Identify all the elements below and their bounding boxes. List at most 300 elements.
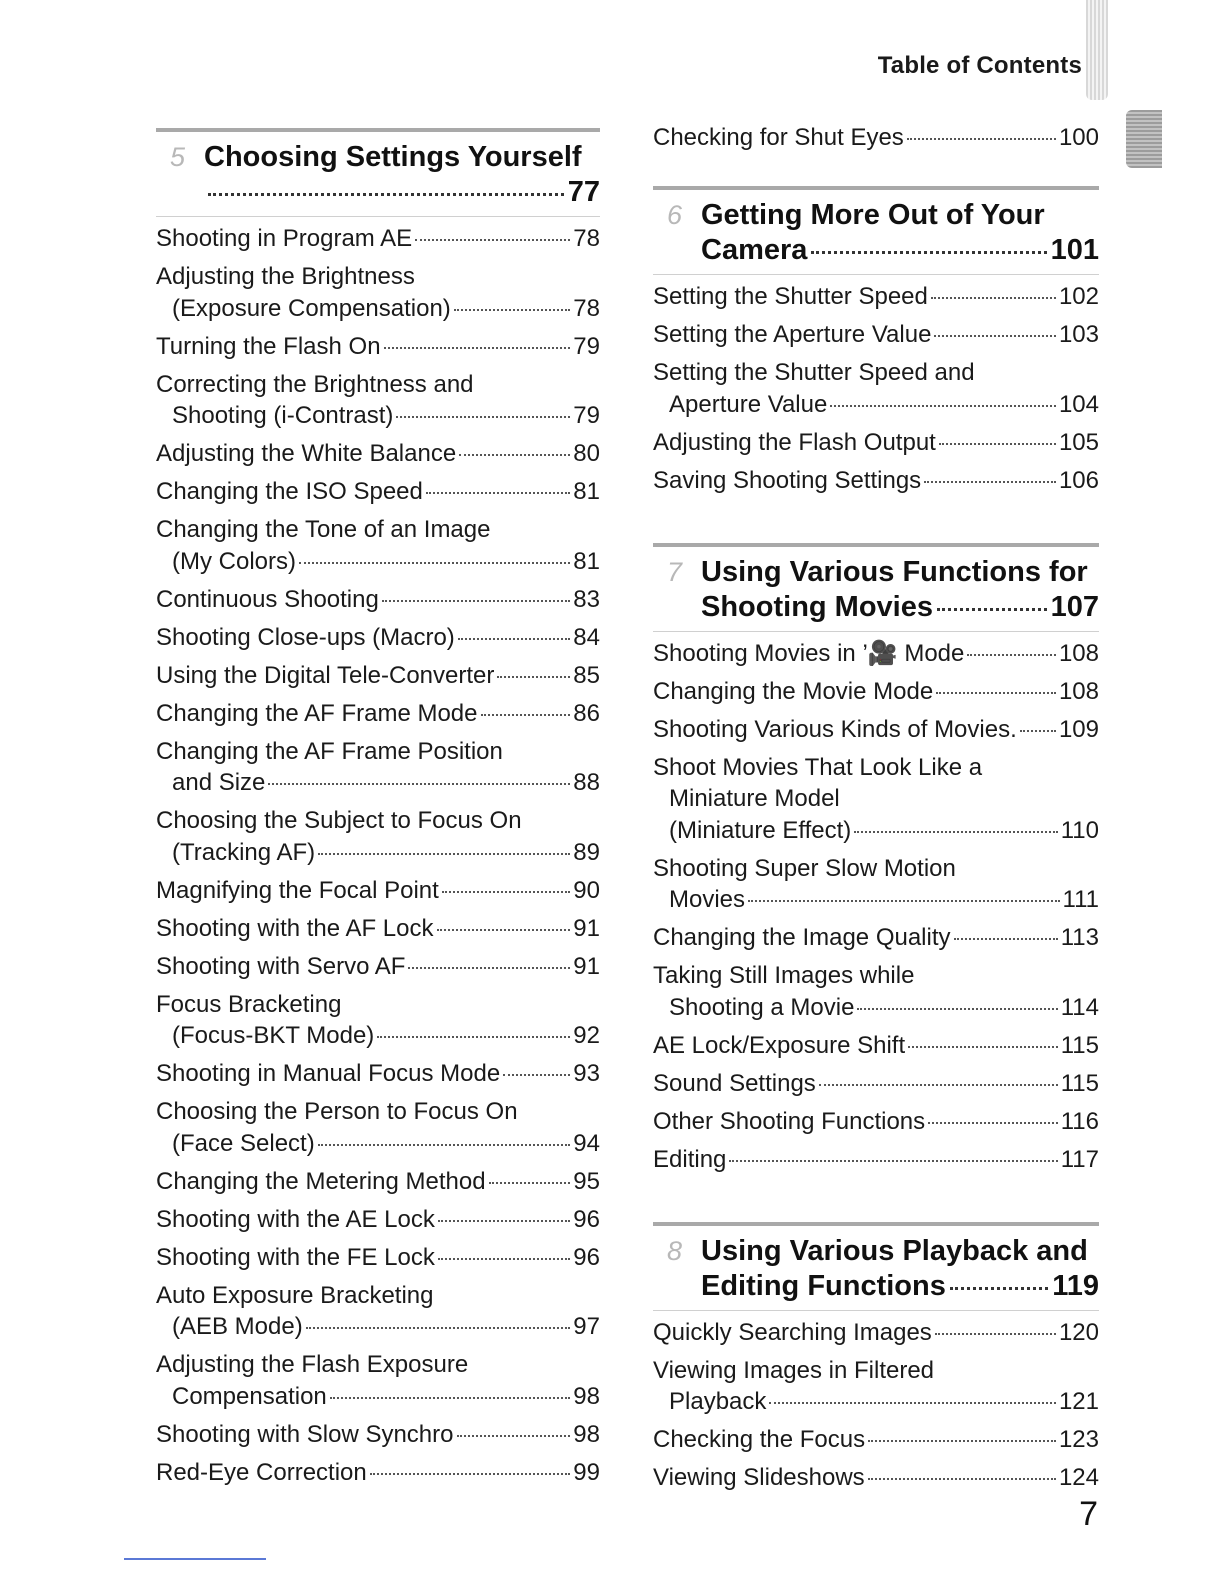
dot-leader (268, 783, 570, 785)
toc-entry-page: 98 (573, 1382, 600, 1410)
toc-entry-label: Shooting with Slow Synchro (156, 1420, 454, 1448)
toc-entry-row (156, 1204, 600, 1236)
toc-entry-page: 105 (1058, 428, 1099, 456)
toc-entry-label: Adjusting the Flash Exposure (156, 1351, 469, 1378)
toc-entry-page: 114 (1060, 993, 1099, 1021)
toc-entry-label: Viewing Slideshows (653, 1464, 865, 1491)
toc-section-6 (653, 186, 1099, 496)
section-title-line (204, 140, 600, 175)
toc-entry-label: Changing the Image Quality (653, 924, 951, 951)
toc-entry-row (156, 767, 600, 799)
dot-leader (457, 1435, 571, 1437)
toc-entry[interactable] (156, 514, 600, 577)
dot-leader (497, 676, 570, 678)
toc-entry-row (156, 223, 600, 255)
section-title (156, 140, 600, 210)
toc-entry-page: 79 (573, 332, 600, 360)
toc-entry-page: 81 (573, 478, 600, 505)
toc-entry-page: 78 (573, 294, 600, 322)
dot-leader (939, 443, 1056, 445)
toc-entry-page: 91 (573, 914, 600, 942)
toc-entry-page: 80 (573, 440, 600, 467)
toc-entry-page: 121 (1058, 1388, 1099, 1415)
section-title-line (701, 555, 1099, 590)
dot-leader (908, 1046, 1058, 1048)
toc-entry-row (156, 1457, 600, 1489)
dot-leader (854, 831, 1057, 833)
toc-entry[interactable] (653, 122, 1099, 154)
section-number: 8 (667, 1235, 683, 1266)
toc-entry-page: 100 (1058, 124, 1099, 151)
dot-leader (950, 1287, 1048, 1290)
toc-entry-label: Focus Bracketing (156, 990, 342, 1018)
toc-entry-page: 88 (573, 769, 600, 796)
toc-entry-label: Checking for Shut Eyes (653, 124, 904, 151)
toc-entry-label: (Tracking AF) (172, 838, 316, 866)
toc-entry-label: Aperture Value (669, 390, 828, 418)
dot-leader (330, 1397, 571, 1399)
section-page-number: 77 (567, 176, 600, 208)
toc-entry-label: Saving Shooting Settings (653, 466, 922, 494)
toc-entry[interactable] (653, 465, 1099, 497)
toc-entry[interactable] (653, 1068, 1099, 1100)
toc-entry-row (156, 1058, 600, 1090)
toc-entry-row (653, 815, 1099, 847)
toc-entry-label: Shooting with Servo AF (156, 952, 406, 980)
dot-leader (318, 1144, 571, 1146)
dot-leader (458, 638, 571, 640)
dot-leader (442, 891, 570, 893)
toc-entry-label: Auto Exposure Bracketing (156, 1281, 434, 1309)
toc-entry-page: 96 (573, 1205, 600, 1233)
toc-entry-row (156, 293, 600, 325)
toc-entry-page: 85 (573, 661, 600, 689)
section-gap (653, 1182, 1099, 1222)
toc-entry-row (653, 465, 1099, 497)
toc-entry[interactable] (653, 319, 1099, 351)
toc-entry-page: 115 (1060, 1069, 1099, 1097)
toc-entry-label: Turning the Flash On (156, 332, 381, 360)
toc-entry-label: Shooting with the FE Lock (156, 1243, 435, 1271)
toc-entry-label: AE Lock/Exposure Shift (653, 1031, 906, 1059)
toc-entry-label: Adjusting the White Balance (156, 440, 457, 467)
section-title-text: Editing Functions (701, 1269, 946, 1302)
toc-entry-row (653, 1068, 1099, 1100)
toc-entry-label: Shoot Movies That Look Like a (653, 753, 983, 781)
dot-leader (382, 600, 570, 602)
dot-leader (907, 138, 1056, 140)
toc-entry-row (653, 676, 1099, 708)
toc-entry-page: 120 (1058, 1318, 1099, 1346)
toc-entry-label: Shooting a Movie (669, 993, 855, 1021)
section-heading[interactable] (653, 1222, 1099, 1311)
dot-leader (857, 1008, 1057, 1010)
toc-entry-row (653, 122, 1099, 154)
toc-entry-row (156, 837, 600, 869)
toc-entry-page: 110 (1060, 816, 1099, 844)
dot-leader (377, 1036, 570, 1038)
toc-entry[interactable] (156, 1349, 600, 1412)
dot-leader (819, 1084, 1058, 1086)
section-title-text: Getting More Out of Your (701, 199, 1045, 231)
dot-leader (306, 1327, 571, 1329)
dot-leader (396, 416, 570, 418)
dot-leader (868, 1440, 1056, 1442)
toc-entry-label: (Miniature Effect) (669, 816, 852, 844)
toc-entry-label: Setting the Shutter Speed (653, 283, 928, 310)
toc-entry-label: Taking Still Images while (653, 962, 915, 989)
toc-entry-row (156, 1311, 600, 1343)
toc-entry-label: (Exposure Compensation) (172, 294, 451, 322)
chapter-marker-tab (1126, 110, 1162, 168)
section-title (653, 555, 1099, 625)
page-number: 7 (1079, 1495, 1098, 1533)
toc-entry-row (156, 476, 600, 508)
dot-leader (811, 251, 1046, 254)
dot-leader (954, 938, 1058, 940)
toc-entry-row (653, 992, 1099, 1024)
toc-entry-label: Checking the Focus (653, 1426, 866, 1453)
section-page-number: 107 (1050, 590, 1099, 623)
section-title-line (204, 175, 600, 210)
toc-entry-row (156, 622, 600, 654)
toc-entry-label: Quickly Searching Images (653, 1318, 932, 1346)
toc-entry[interactable] (156, 913, 600, 945)
dot-leader (868, 1478, 1056, 1480)
toc-entry-label: (Face Select) (172, 1129, 315, 1157)
toc-entry[interactable] (653, 1106, 1099, 1138)
toc-entry-row (653, 319, 1099, 351)
toc-entry[interactable] (156, 438, 600, 470)
toc-entry-page: 104 (1058, 390, 1099, 418)
toc-entry-row (156, 546, 600, 578)
dot-leader (924, 481, 1056, 483)
toc-entry-label: Adjusting the Brightness (156, 263, 415, 290)
toc-entry-page: 103 (1058, 321, 1099, 348)
toc-entry[interactable] (653, 1424, 1099, 1456)
toc-entry-page: 81 (573, 547, 600, 575)
toc-entry-page: 111 (1062, 886, 1099, 913)
dot-leader (967, 654, 1056, 656)
toc-entry-row (653, 1462, 1099, 1494)
toc-entry-page: 95 (573, 1167, 600, 1195)
toc-entry-label: Shooting with the AF Lock (156, 914, 434, 942)
dot-leader (748, 900, 1059, 902)
dot-leader (936, 692, 1056, 694)
toc-entry[interactable] (156, 369, 600, 432)
dot-leader (370, 1473, 571, 1475)
toc-entry[interactable] (156, 622, 600, 654)
right-sections (653, 186, 1099, 1494)
section-title-text: Using Various Functions for (701, 555, 1088, 588)
toc-entry-page: 123 (1058, 1426, 1099, 1453)
toc-entry-page: 90 (573, 876, 600, 904)
section-heading[interactable] (653, 543, 1099, 632)
toc-entry-page: 108 (1058, 677, 1099, 705)
toc-entry-label: Magnifying the Focal Point (156, 876, 439, 904)
toc-entry-label: Changing the Tone of an Image (156, 516, 491, 543)
toc-entry-page: 98 (573, 1420, 600, 1448)
toc-section-5 (156, 128, 600, 1488)
section-title-text: Camera (701, 234, 808, 266)
toc-entry-list (653, 638, 1099, 1176)
toc-entry-row (156, 438, 600, 470)
toc-entry-label: (Focus-BKT Mode) (172, 1022, 375, 1049)
dot-leader (408, 967, 570, 969)
toc-entry-label: Adjusting the Flash Output (653, 428, 936, 456)
toc-entry-label: (My Colors) (172, 547, 296, 575)
toc-entry-page: 116 (1060, 1107, 1099, 1135)
toc-entry-page: 92 (573, 1022, 600, 1049)
dot-leader (481, 714, 571, 716)
dot-leader (454, 309, 570, 311)
section-heading[interactable] (156, 128, 600, 217)
toc-entry-row (653, 1144, 1099, 1176)
toc-entry[interactable] (653, 960, 1099, 1023)
dot-leader (503, 1074, 570, 1076)
toc-entry-page: 94 (573, 1129, 600, 1157)
toc-entry-row (653, 427, 1099, 459)
toc-entry[interactable] (156, 584, 600, 616)
toc-entry-label: Playback (669, 1388, 767, 1415)
dot-leader (931, 297, 1056, 299)
toc-entry-row (653, 281, 1099, 313)
toc-entry-page: 124 (1058, 1464, 1099, 1491)
dot-leader (928, 1122, 1058, 1124)
toc-entry[interactable] (156, 989, 600, 1052)
toc-entry-label: (AEB Mode) (172, 1313, 303, 1340)
toc-entry-row (156, 875, 600, 907)
section-title-text: Shooting Movies (701, 590, 933, 623)
toc-entry-label: Setting the Shutter Speed and (653, 359, 975, 386)
toc-entry-row (156, 1242, 600, 1274)
toc-entry[interactable] (156, 805, 600, 868)
toc-entry-label: Choosing the Subject to Focus On (156, 807, 522, 834)
toc-entry[interactable] (156, 1280, 600, 1343)
toc-entry-label: Continuous Shooting (156, 585, 379, 613)
section-title-text: Choosing Settings Yourself (204, 141, 582, 173)
section-page-number: 119 (1052, 1269, 1099, 1302)
toc-entry[interactable] (156, 875, 600, 907)
toc-entry[interactable] (653, 427, 1099, 459)
toc-entry[interactable] (653, 922, 1099, 954)
toc-entry-page: 97 (573, 1313, 600, 1340)
toc-entry-page: 78 (573, 225, 600, 252)
section-gap (653, 503, 1099, 543)
dot-leader (438, 1258, 570, 1260)
toc-entry-page: 83 (573, 585, 600, 613)
dot-leader (935, 1333, 1056, 1335)
toc-entry[interactable] (156, 223, 600, 255)
toc-entry[interactable] (156, 736, 600, 799)
toc-entry[interactable] (653, 281, 1099, 313)
toc-entry[interactable] (156, 1419, 600, 1451)
toc-entry-label: and Size (172, 769, 266, 796)
section-title-line (701, 198, 1099, 233)
toc-entry-label: Choosing the Person to Focus On (156, 1098, 518, 1125)
toc-entry-list (156, 223, 600, 1488)
section-title (653, 198, 1099, 268)
dot-leader (489, 1182, 571, 1184)
toc-entry-label: Shooting Movies in ’🎥 Mode (653, 639, 965, 667)
toc-entry[interactable] (156, 1096, 600, 1159)
toc-entry-label: Compensation (172, 1382, 327, 1410)
toc-entry-list (653, 122, 1099, 154)
dot-leader (318, 853, 570, 855)
toc-entry-page: 96 (573, 1243, 600, 1271)
toc-entry[interactable] (653, 1462, 1099, 1494)
section-title (653, 1234, 1099, 1304)
toc-entry-row (653, 922, 1099, 954)
toc-entry-label: Other Shooting Functions (653, 1107, 926, 1135)
dot-leader (415, 239, 570, 241)
dot-leader (729, 1160, 1057, 1162)
toc-entry-page: 99 (573, 1458, 600, 1486)
toc-entry-row (653, 1386, 1099, 1418)
toc-section-8 (653, 1222, 1099, 1494)
toc-entry-row (156, 1381, 600, 1413)
section-number: 6 (667, 200, 683, 230)
toc-entry[interactable] (653, 853, 1099, 916)
section-title-text: Using Various Playback and (701, 1234, 1088, 1267)
toc-entry[interactable] (156, 1242, 600, 1274)
footer-rule (124, 1558, 266, 1560)
toc-entry[interactable] (156, 1457, 600, 1489)
toc-entry-row (653, 638, 1099, 670)
dot-leader (437, 929, 571, 931)
toc-entry-row (156, 913, 600, 945)
right-column (653, 124, 1099, 1500)
toc-entry-label: Changing the Movie Mode (653, 677, 934, 705)
section-title-line (701, 1234, 1099, 1269)
dot-leader (208, 193, 564, 196)
toc-entry-label: Shooting with the AE Lock (156, 1205, 435, 1233)
toc-entry-page: 108 (1058, 639, 1099, 667)
toc-entry-label: Shooting in Program AE (156, 225, 413, 252)
toc-entry-row (156, 660, 600, 692)
section-number: 5 (170, 142, 186, 172)
toc-entry-label: Shooting Various Kinds of Movies. (653, 715, 1017, 743)
dot-leader (937, 608, 1047, 611)
toc-entry-row (653, 714, 1099, 746)
toc-entry-page: 86 (573, 699, 600, 727)
toc-entry[interactable] (156, 331, 600, 363)
toc-entry-page: 89 (573, 838, 600, 866)
toc-entry-row (653, 1106, 1099, 1138)
toc-entry-label: Shooting (i-Contrast) (172, 402, 394, 429)
toc-entry-label: Red-Eye Correction (156, 1458, 367, 1486)
toc-entry-label: Miniature Model (669, 785, 840, 812)
toc-entry-page: 106 (1058, 466, 1099, 494)
toc-entry-row (156, 1166, 600, 1198)
toc-entry-label: Changing the AF Frame Mode (156, 699, 478, 727)
toc-entry-list (653, 281, 1099, 496)
section-title-line (701, 233, 1099, 268)
dot-leader (830, 405, 1056, 407)
toc-entry[interactable] (156, 660, 600, 692)
toc-entry-label: Correcting the Brightness and (156, 370, 474, 398)
toc-entry-row (156, 1128, 600, 1160)
toc-entry-row (653, 884, 1099, 916)
toc-entry-row (653, 1424, 1099, 1456)
section-page-number: 101 (1050, 234, 1099, 266)
toc-entry-row (156, 400, 600, 432)
dot-leader (769, 1402, 1056, 1404)
toc-entry[interactable] (156, 1166, 600, 1198)
toc-entry[interactable] (653, 1317, 1099, 1349)
toc-entry-label: Editing (653, 1145, 727, 1173)
section-number: 7 (667, 556, 683, 587)
toc-entry[interactable] (653, 1030, 1099, 1062)
toc-entry-label: Shooting Super Slow Motion (653, 854, 956, 882)
toc-entry-label: Viewing Images in Filtered (653, 1356, 935, 1384)
dot-leader (299, 562, 570, 564)
toc-entry-page: 115 (1060, 1031, 1099, 1059)
toc-entry-page: 117 (1060, 1145, 1099, 1173)
toc-entry-label: Using the Digital Tele-Converter (156, 661, 495, 689)
toc-entry-row (653, 389, 1099, 421)
toc-entry-row (653, 1030, 1099, 1062)
toc-entry-label: Movies (669, 886, 746, 913)
toc-entry[interactable] (156, 476, 600, 508)
dot-leader (384, 347, 571, 349)
toc-entry-row (156, 1020, 600, 1052)
toc-entry-page: 113 (1060, 924, 1099, 951)
section-title-line (701, 1269, 1099, 1304)
thumb-index-tab (1086, 0, 1108, 100)
toc-entry[interactable] (653, 1144, 1099, 1176)
toc-entry-row (653, 1317, 1099, 1349)
toc-entry[interactable] (156, 698, 600, 730)
toc-entry[interactable] (156, 261, 600, 324)
toc-entry-row (156, 331, 600, 363)
toc-entry-label: Changing the AF Frame Position (156, 737, 503, 765)
toc-entry[interactable] (653, 676, 1099, 708)
toc-entry-row (156, 698, 600, 730)
toc-entry-page: 91 (573, 952, 600, 980)
toc-entry[interactable] (653, 1355, 1099, 1418)
toc-entry-page: 109 (1058, 715, 1099, 743)
toc-entry-label: Sound Settings (653, 1069, 816, 1097)
toc-entry[interactable] (156, 951, 600, 983)
toc-entry-label: Shooting Close-ups (Macro) (156, 623, 455, 651)
toc-entry-label: Shooting in Manual Focus Mode (156, 1060, 501, 1087)
section-title-line (701, 590, 1099, 625)
toc-entry[interactable] (653, 752, 1099, 847)
toc-entry[interactable] (653, 357, 1099, 420)
section-heading[interactable] (653, 186, 1099, 275)
toc-entry-row (156, 951, 600, 983)
toc-section-7 (653, 543, 1099, 1176)
dot-leader (1020, 730, 1056, 732)
toc-entry[interactable] (156, 1204, 600, 1236)
dot-leader (438, 1220, 570, 1222)
toc-entry-label: Setting the Aperture Value (653, 321, 932, 348)
toc-entry-list (653, 1317, 1099, 1494)
toc-entry[interactable] (653, 714, 1099, 746)
toc-entry-page: 102 (1058, 283, 1099, 310)
left-column (156, 128, 600, 1495)
toc-entry-label: Changing the ISO Speed (156, 478, 423, 505)
toc-entry-label: Changing the Metering Method (156, 1167, 486, 1195)
toc-entry[interactable] (156, 1058, 600, 1090)
toc-entry-page: 84 (573, 623, 600, 651)
toc-entry-page: 79 (573, 402, 600, 429)
toc-entry-page: 93 (573, 1060, 600, 1087)
toc-entry-row (156, 1419, 600, 1451)
toc-entry-row (156, 584, 600, 616)
toc-entry[interactable] (653, 638, 1099, 670)
